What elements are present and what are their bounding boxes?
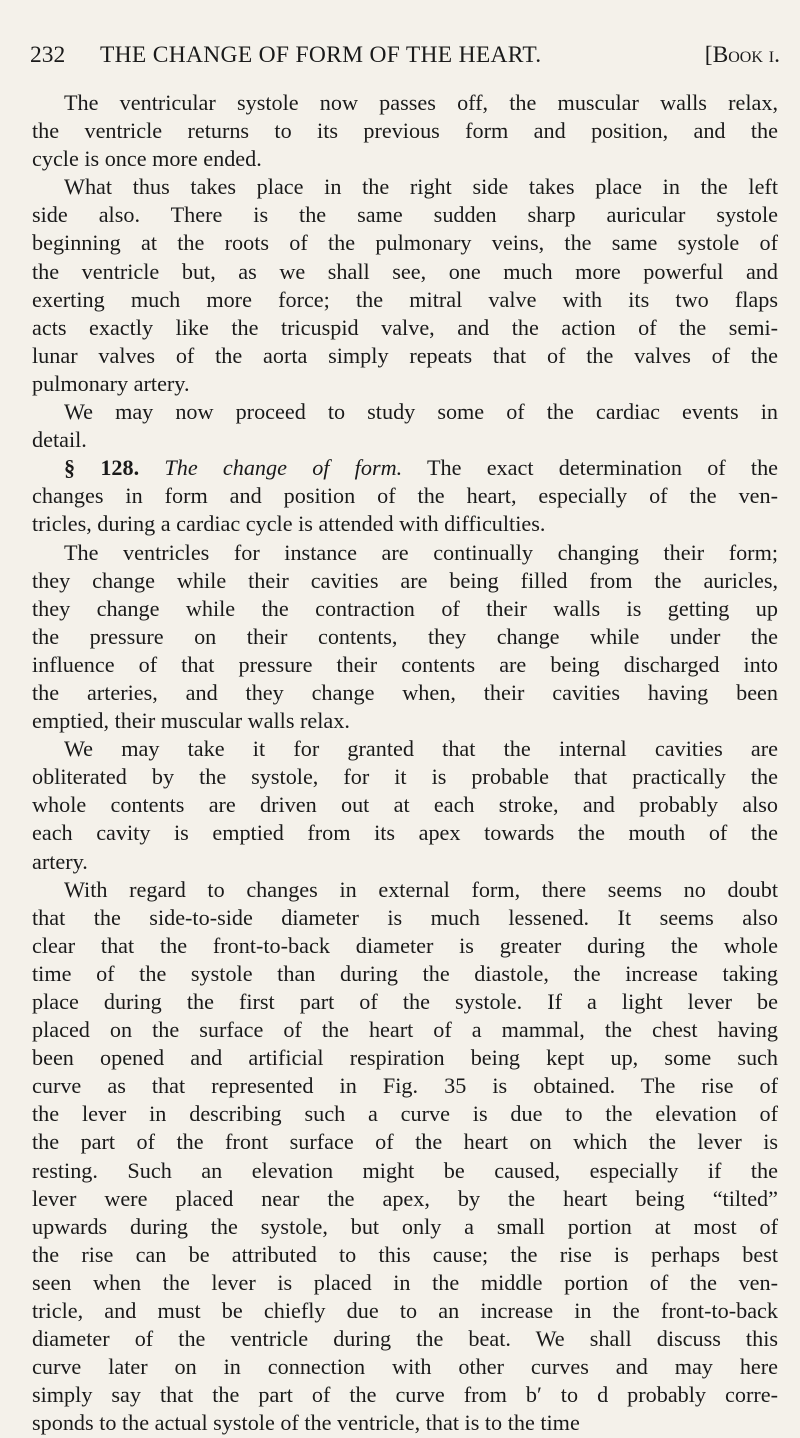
- text-line: placed on the surface of the heart of a mammal, the chest having: [32, 1017, 778, 1043]
- text-line: clear that the front-to-back diameter is greater during the whole: [32, 932, 778, 958]
- text-line: detail.: [32, 427, 87, 453]
- section-first-line-text: The exact determination of the: [426, 455, 779, 481]
- text-line: seen when the lever is placed in the middle portion of the ven-: [32, 1269, 778, 1295]
- section-number: § 128.: [64, 455, 140, 481]
- text-line: pulmonary artery.: [32, 370, 190, 396]
- text-line: been opened and artificial respiration being kept up, some such: [32, 1045, 778, 1071]
- text-line: beginning at the roots of the pulmonary veins, the same systole of: [32, 230, 778, 256]
- text-line: they change while the contraction of their walls is getting up: [32, 595, 778, 621]
- text-line: the ventricle returns to its previous form and position, and the: [32, 118, 778, 144]
- text-line: time of the systole than during the diastole, the increase taking: [32, 960, 778, 986]
- paragraph: [32, 398, 778, 454]
- body-text: [32, 89, 778, 1438]
- text-line: sponds to the actual systole of the ventricle, that is to the time: [32, 1410, 580, 1436]
- text-line: What thus takes place in the right side takes place in the left: [64, 174, 778, 200]
- text-line: they change while their cavities are being filled from the auricles,: [32, 567, 778, 593]
- paragraph: [32, 454, 778, 538]
- text-line: the rise can be attributed to this cause; the rise is perhaps best: [32, 1241, 778, 1267]
- paragraph: [32, 735, 778, 875]
- text-line: side also. There is the same sudden sharp auricular systole: [32, 202, 778, 228]
- text-line: We may now proceed to study some of the cardiac events in: [64, 399, 778, 425]
- text-line: curve later on in connection with other curves and may here: [32, 1354, 778, 1380]
- text-line: upwards during the systole, but only a small portion at most of: [32, 1213, 778, 1239]
- text-line: curve as that represented in Fig. 35 is obtained. The rise of: [32, 1073, 778, 1099]
- text-line: obliterated by the systole, for it is probable that practically the: [32, 764, 778, 790]
- text-line: exerting much more force; the mitral valve with its two flaps: [32, 286, 778, 312]
- text-line: cycle is once more ended.: [32, 146, 262, 172]
- running-header: [30, 36, 780, 74]
- text-line: the arteries, and they change when, their cavities having been: [32, 679, 778, 705]
- running-title: THE CHANGE OF FORM OF THE HEART.: [100, 42, 542, 68]
- paragraph: [32, 539, 778, 736]
- text-line: diameter of the ventricle during the beat. We shall discuss this: [32, 1326, 778, 1352]
- text-line: simply say that the part of the curve from b′ to d probably corre-: [32, 1382, 778, 1408]
- text-line: acts exactly like the tricuspid valve, and the action of the semi-: [32, 314, 778, 340]
- text-line: emptied, their muscular walls relax.: [32, 708, 350, 734]
- text-line: changes in form and position of the heart, especially of the ven-: [32, 483, 778, 509]
- text-line: the lever in describing such a curve is due to the elevation of: [32, 1101, 778, 1127]
- section-first-line: [32, 454, 778, 482]
- text-line: With regard to changes in external form, there seems no doubt: [64, 876, 778, 902]
- paragraph: [32, 876, 778, 1438]
- text-line: artery.: [32, 848, 88, 874]
- text-line: the part of the front surface of the heart on which the lever is: [32, 1129, 778, 1155]
- book-label: [Book i.: [704, 42, 780, 68]
- text-line: lever were placed near the apex, by the heart being “tilted”: [32, 1185, 778, 1211]
- text-line: the ventricle but, as we shall see, one much more powerful and: [32, 258, 778, 284]
- text-line: the pressure on their contents, they change while under the: [32, 623, 778, 649]
- paragraph: [32, 89, 778, 173]
- text-line: that the side-to-side diameter is much lessened. It seems also: [32, 904, 778, 930]
- paragraph: [32, 173, 778, 398]
- text-line: We may take it for granted that the internal cavities are: [64, 736, 778, 762]
- text-line: tricle, and must be chiefly due to an increase in the front-to-back: [32, 1298, 778, 1324]
- page-number: 232: [30, 42, 66, 68]
- text-line: resting. Such an elevation might be caused, especially if the: [32, 1157, 778, 1183]
- text-line: tricles, during a cardiac cycle is attended with difficulties.: [32, 511, 546, 537]
- text-line: influence of that pressure their contents are being discharged into: [32, 651, 778, 677]
- text-line: each cavity is emptied from its apex towards the mouth of the: [32, 820, 778, 846]
- text-line: The ventricular systole now passes off, the muscular walls relax,: [64, 90, 778, 115]
- text-line: whole contents are driven out at each stroke, and probably also: [32, 792, 778, 818]
- text-line: The ventricles for instance are continually changing their form;: [64, 539, 778, 565]
- text-line: place during the first part of the systole. If a light lever be: [32, 989, 778, 1014]
- section-heading: The change of form.: [164, 455, 403, 481]
- text-line: lunar valves of the aorta simply repeats that of the valves of the: [32, 342, 778, 368]
